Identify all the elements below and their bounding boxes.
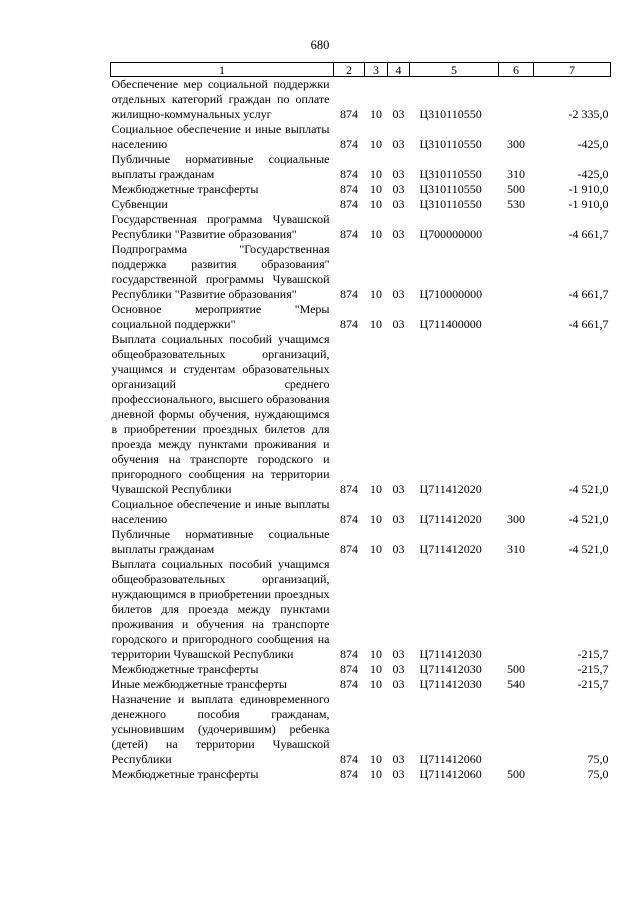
row-target-code: Ц711412030 (419, 662, 482, 676)
row-gr-code: 874 (340, 752, 358, 766)
row-subsection-code: 03 (392, 227, 405, 241)
row-target-code: Ц711412020 (419, 512, 482, 526)
row-name: Назначение и выплата единовременного денежного пособия гражданам, усыновившим (удочерившим) ребенка (детей) на территории Чувашской Республики (111, 692, 330, 766)
row-expense-type-code: 540 (507, 677, 525, 691)
row-gr-code: 874 (340, 542, 358, 556)
row-section-code: 10 (370, 767, 382, 781)
row-subsection-code: 03 (392, 512, 405, 526)
row-target-code: Ц700000000 (419, 227, 483, 241)
row-subsection-code: 03 (392, 662, 405, 676)
row-name: Межбюджетные трансферты (111, 182, 259, 196)
row-target-code: Ц310110550 (419, 167, 482, 181)
row-name: Выплата социальных пособий учащимся общеобразовательных организаций, нуждающимся в приобретении проездных билетов для проезда между пунктами проживания и обучения на транспорте городского и пригородного сообщения на территории Чувашской Республики (111, 557, 330, 661)
row-gr-code: 874 (340, 167, 358, 181)
table-row (111, 767, 611, 782)
row-section-code: 10 (370, 197, 382, 211)
row-section-code: 10 (370, 227, 382, 241)
row-gr-code: 874 (340, 287, 358, 301)
table-row (111, 692, 611, 767)
row-amount: 75,0 (587, 767, 609, 781)
row-section-code: 10 (370, 752, 382, 766)
row-expense-type-code (499, 557, 534, 662)
row-name: Социальное обеспечение и иные выплаты населению (111, 497, 330, 526)
row-section-code: 10 (370, 107, 382, 121)
row-name: Межбюджетные трансферты (111, 767, 259, 781)
row-name: Выплата социальных пособий учащимся общеобразовательных организаций, учащимся и студентам образовательных организаций среднего профессионального, высшего образования дневной формы обучения, нуждающимся в приобретении проездных билетов для проезда между пунктами проживания и обучения на транспорте городского и пригородного сообщения на территории Чувашской Республики (111, 332, 330, 496)
row-subsection-code: 03 (392, 197, 405, 211)
row-gr-code: 874 (340, 662, 358, 676)
row-expense-type-code: 500 (507, 662, 525, 676)
table-row (111, 677, 611, 692)
row-section-code: 10 (370, 182, 382, 196)
row-expense-type-code (499, 332, 534, 497)
row-expense-type-code: 300 (507, 512, 525, 526)
row-subsection-code: 03 (392, 287, 405, 301)
row-amount: -4 521,0 (568, 512, 609, 526)
column-header: 3 (365, 63, 388, 77)
row-section-code: 10 (370, 662, 382, 676)
row-expense-type-code (499, 77, 534, 123)
row-target-code: Ц711412020 (419, 542, 482, 556)
table-row (111, 497, 611, 527)
row-expense-type-code (499, 242, 534, 302)
row-section-code: 10 (370, 137, 382, 151)
row-amount: 75,0 (587, 752, 609, 766)
table-body (111, 77, 611, 783)
row-expense-type-code (499, 692, 534, 767)
row-subsection-code: 03 (392, 767, 405, 781)
row-section-code: 10 (370, 677, 382, 691)
row-subsection-code: 03 (392, 482, 405, 496)
table-row (111, 662, 611, 677)
row-amount: -2 335,0 (568, 107, 609, 121)
row-name: Социальное обеспечение и иные выплаты населению (111, 122, 330, 151)
row-gr-code: 874 (340, 677, 358, 691)
row-target-code: Ц711412030 (419, 677, 482, 691)
row-section-code: 10 (370, 482, 382, 496)
row-section-code: 10 (370, 317, 382, 331)
row-gr-code: 874 (340, 137, 358, 151)
row-target-code: Ц711412060 (419, 752, 482, 766)
row-section-code: 10 (370, 287, 382, 301)
row-gr-code: 874 (340, 182, 358, 196)
row-gr-code: 874 (340, 107, 358, 121)
row-amount: -4 521,0 (568, 482, 609, 496)
row-amount: -4 521,0 (568, 542, 609, 556)
row-amount: -1 910,0 (568, 197, 609, 211)
table-row (111, 197, 611, 212)
column-header: 2 (334, 63, 365, 77)
row-expense-type-code (499, 302, 534, 332)
row-amount: -425,0 (577, 167, 609, 181)
row-name: Иные межбюджетные трансферты (111, 677, 287, 691)
row-name: Основное мероприятие "Меры социальной поддержки" (111, 302, 330, 331)
row-expense-type-code: 500 (507, 767, 525, 781)
column-header: 6 (499, 63, 534, 77)
row-amount: -4 661,7 (568, 317, 609, 331)
table-row (111, 332, 611, 497)
row-subsection-code: 03 (392, 107, 405, 121)
row-amount: -215,7 (577, 677, 609, 691)
row-amount: -4 661,7 (568, 287, 609, 301)
table-row (111, 557, 611, 662)
table-row (111, 182, 611, 197)
row-gr-code: 874 (340, 197, 358, 211)
table-row (111, 122, 611, 152)
row-name: Субвенции (111, 197, 168, 211)
row-expense-type-code: 530 (507, 197, 525, 211)
page-number: 680 (310, 38, 330, 52)
table-header (111, 63, 611, 77)
row-target-code: Ц310110550 (419, 182, 482, 196)
row-section-code: 10 (370, 647, 382, 661)
row-section-code: 10 (370, 167, 382, 181)
row-expense-type-code: 500 (507, 182, 525, 196)
row-subsection-code: 03 (392, 137, 405, 151)
row-name: Обеспечение мер социальной поддержки отдельных категорий граждан по оплате жилищно-коммунальных услуг (111, 77, 330, 121)
row-subsection-code: 03 (392, 677, 405, 691)
table-row (111, 152, 611, 182)
row-target-code: Ц310110550 (419, 107, 482, 121)
row-expense-type-code: 310 (507, 167, 525, 181)
row-gr-code: 874 (340, 227, 358, 241)
table-row (111, 302, 611, 332)
row-name: Государственная программа Чувашской Республики "Развитие образования" (111, 212, 330, 241)
row-target-code: Ц310110550 (419, 137, 482, 151)
row-amount: -215,7 (577, 647, 609, 661)
row-name: Подпрограмма "Государственная поддержка развития образования" государственной программы Чувашской Республики "Развитие образования" (111, 242, 330, 301)
row-gr-code: 874 (340, 512, 358, 526)
row-target-code: Ц710000000 (419, 287, 483, 301)
row-section-code: 10 (370, 512, 382, 526)
row-subsection-code: 03 (392, 647, 405, 661)
row-subsection-code: 03 (392, 167, 405, 181)
row-amount: -4 661,7 (568, 227, 609, 241)
row-name: Публичные нормативные социальные выплаты гражданам (111, 152, 330, 181)
table-row (111, 242, 611, 302)
row-target-code: Ц711412020 (419, 482, 482, 496)
row-amount: -1 910,0 (568, 182, 609, 196)
row-target-code: Ц711412030 (419, 647, 482, 661)
row-subsection-code: 03 (392, 752, 405, 766)
row-expense-type-code: 310 (507, 542, 525, 556)
row-name: Публичные нормативные социальные выплаты гражданам (111, 527, 330, 556)
row-target-code: Ц711400000 (419, 317, 482, 331)
row-name: Межбюджетные трансферты (111, 662, 259, 676)
row-subsection-code: 03 (392, 542, 405, 556)
budget-table (110, 62, 611, 782)
row-gr-code: 874 (340, 647, 358, 661)
row-subsection-code: 03 (392, 317, 405, 331)
row-gr-code: 874 (340, 317, 358, 331)
row-gr-code: 874 (340, 482, 358, 496)
table-row (111, 527, 611, 557)
row-expense-type-code: 300 (507, 137, 525, 151)
row-target-code: Ц711412060 (419, 767, 482, 781)
row-subsection-code: 03 (392, 182, 405, 196)
row-section-code: 10 (370, 542, 382, 556)
column-header: 5 (410, 63, 499, 77)
column-header: 7 (534, 63, 611, 77)
table-row (111, 77, 611, 123)
row-amount: -425,0 (577, 137, 609, 151)
row-gr-code: 874 (340, 767, 358, 781)
row-expense-type-code (499, 212, 534, 242)
table-row (111, 212, 611, 242)
column-header: 1 (111, 63, 334, 77)
row-target-code: Ц310110550 (419, 197, 482, 211)
row-amount: -215,7 (577, 662, 609, 676)
column-header: 4 (388, 63, 410, 77)
